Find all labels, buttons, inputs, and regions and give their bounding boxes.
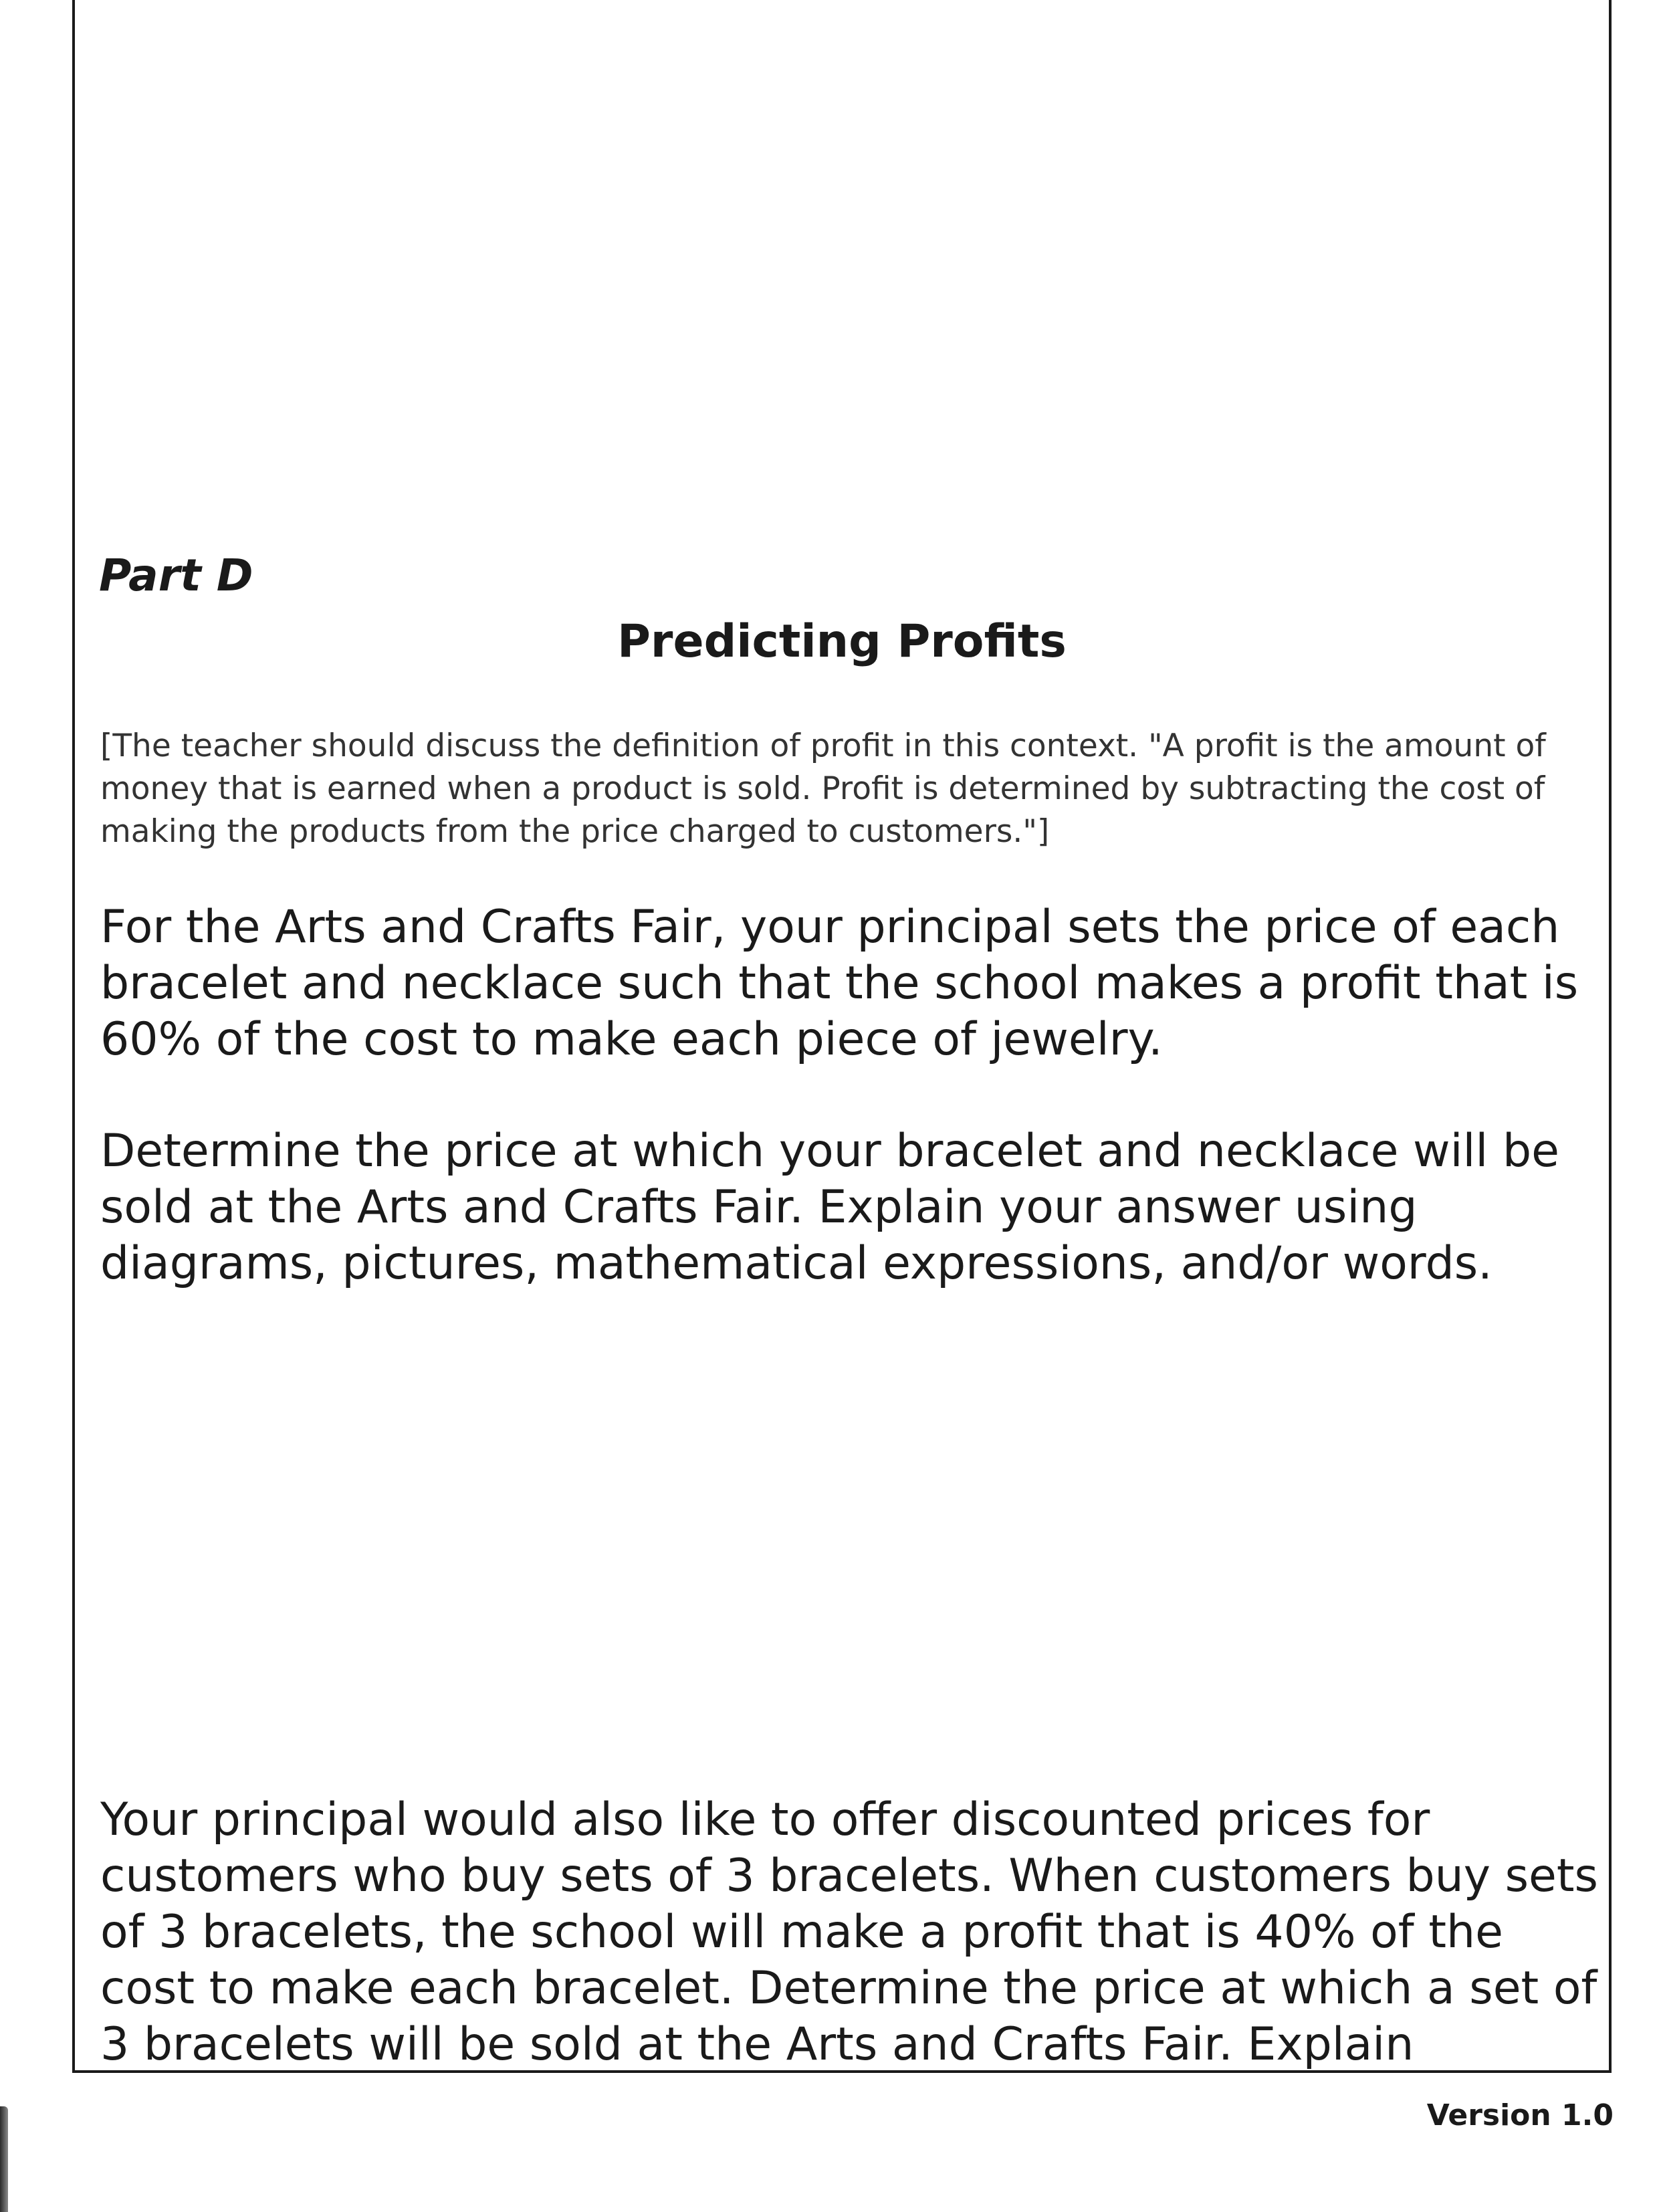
part-label: Part D xyxy=(99,550,253,601)
paragraph-discount-sets: Your principal would also like to offer discounted prices for customers who buy sets of 3 bracelets. When customers buy sets of 3 bracelets, the school will make a profit that is 40% of the cost to make each bracelet. Determine the price at which a set of 3 bracelets will be sold at the Arts and Crafts Fair. Explain xyxy=(100,1793,1598,2071)
teacher-note: [The teacher should discuss the definition of profit in this context. "A profit is the amount of money that is earned when a product is sold. Profit is determined by subtracting the cost of making the products from the price charged to customers."] xyxy=(100,728,1546,850)
version-label: Version 1.0 xyxy=(1426,2098,1614,2132)
paragraph-determine-price: Determine the price at which your bracelet and necklace will be sold at the Arts and Crafts Fair. Explain your answer using diagrams, pictures, mathematical expressions, and/or words. xyxy=(100,1125,1559,1290)
section-title: Predicting Profits xyxy=(617,615,1067,668)
scan-edge-mark xyxy=(0,2106,8,2212)
paragraph-profit-rule: For the Arts and Crafts Fair, your principal sets the price of each bracelet and necklace such that the school makes a profit that is 60% of the cost to make each piece of jewelry. xyxy=(100,901,1579,1066)
